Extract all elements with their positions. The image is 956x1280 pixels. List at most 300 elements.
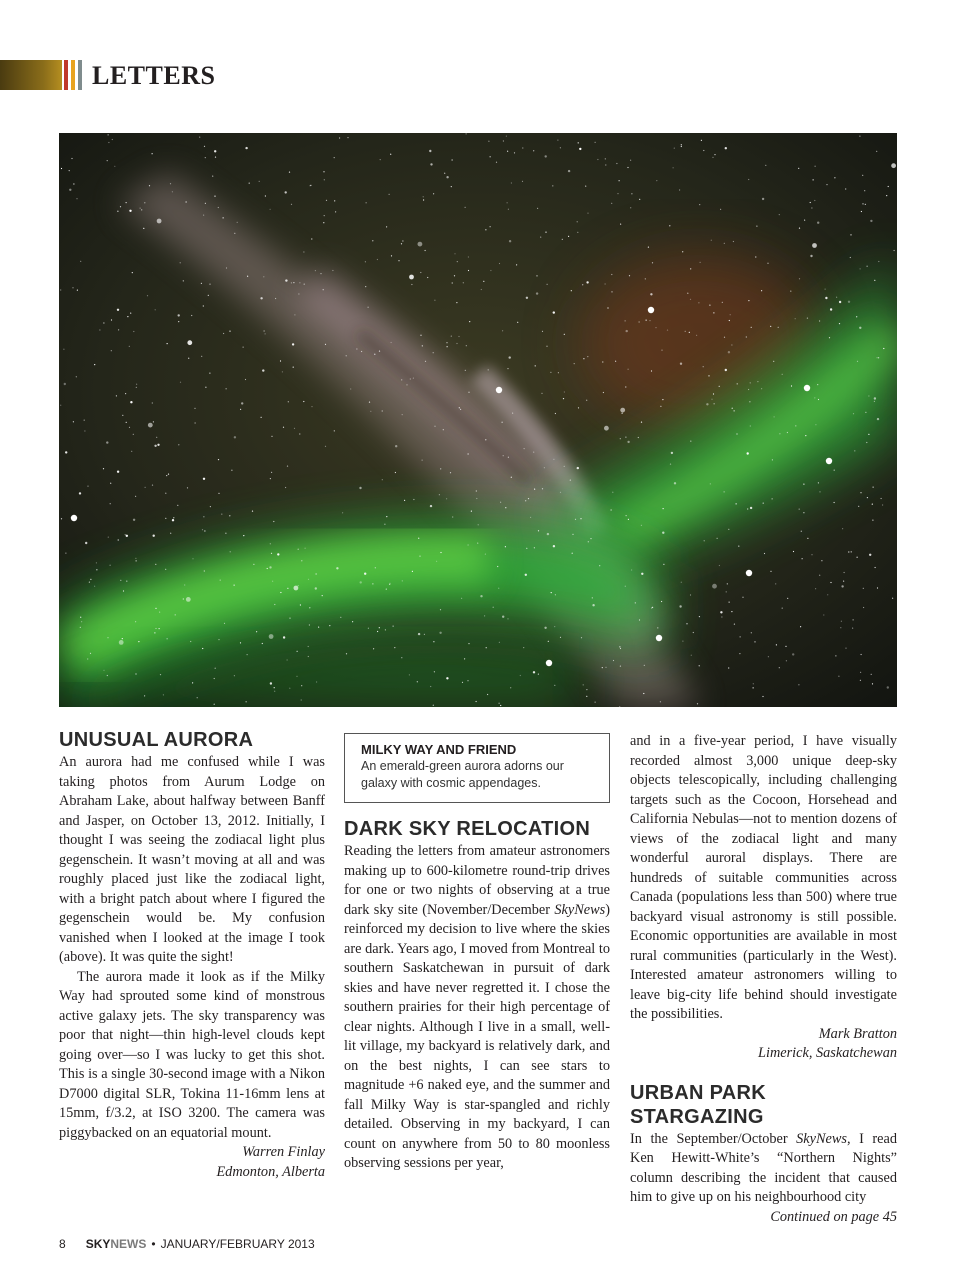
star-dot: [786, 660, 787, 661]
star-dot: [650, 293, 652, 295]
star-dot: [155, 564, 156, 565]
star-dot: [878, 261, 879, 262]
star-dot: [574, 363, 575, 364]
star-dot: [226, 388, 227, 389]
star-dot: [439, 494, 440, 495]
magazine-brand-sky: SKY: [85, 1237, 111, 1251]
star-dot: [107, 637, 108, 638]
star-dot: [404, 500, 405, 501]
star-dot: [818, 399, 819, 400]
star-dot: [214, 704, 215, 705]
star-dot: [287, 466, 288, 467]
star-dot: [208, 295, 209, 296]
star-dot: [728, 667, 729, 668]
star-dot: [625, 320, 626, 321]
star-dot: [616, 163, 617, 164]
star-dot: [422, 345, 423, 346]
star-dot: [643, 693, 644, 694]
star-dot: [298, 585, 299, 586]
star-dot: [289, 618, 290, 619]
star-dot: [446, 176, 448, 178]
star-dot: [868, 434, 869, 435]
star-dot: [625, 586, 626, 587]
star-dot: [498, 588, 499, 589]
star-dot: [462, 682, 463, 683]
star-dot: [557, 140, 558, 141]
star-dot: [218, 639, 219, 640]
star-dot: [700, 262, 701, 263]
star-dot: [401, 243, 402, 244]
star-dot: [548, 641, 549, 642]
star-dot: [401, 657, 402, 658]
star-dot: [732, 408, 733, 409]
star-dot: [87, 658, 88, 659]
star-dot: [485, 439, 486, 440]
star-dot: [490, 226, 491, 227]
star-dot: [132, 272, 133, 273]
star-dot: [379, 351, 380, 352]
star-dot: [446, 677, 448, 679]
star-dot: [386, 226, 387, 227]
star-dot: [280, 592, 281, 593]
star-dot: [477, 543, 478, 544]
star-dot: [603, 392, 604, 393]
star-dot: [476, 701, 477, 702]
star-dot: [424, 634, 425, 635]
star-dot: [192, 558, 193, 559]
star-dot: [398, 260, 399, 261]
star-dot: [795, 425, 796, 426]
star-dot: [679, 605, 681, 607]
star-dot: [140, 208, 141, 209]
star-dot: [826, 184, 827, 185]
star-dot: [888, 186, 889, 187]
star-dot: [625, 386, 626, 387]
star-dot: [311, 406, 312, 407]
star-dot: [237, 222, 238, 223]
star-dot: [787, 432, 788, 433]
star-dot: [546, 346, 547, 347]
star-dot: [305, 548, 306, 549]
star-dot: [159, 628, 160, 629]
star-dot: [108, 142, 109, 143]
star-dot: [178, 444, 179, 445]
star-dot: [119, 640, 124, 645]
star-dot: [346, 355, 347, 356]
star-dot: [651, 370, 652, 371]
star-dot: [690, 441, 691, 442]
star-dot: [294, 586, 299, 591]
star-dot: [464, 658, 465, 659]
star-dot: [368, 307, 369, 308]
star-dot: [359, 487, 361, 489]
star-dot: [627, 441, 629, 443]
star-dot: [851, 551, 852, 552]
star-dot: [782, 374, 783, 375]
star-dot: [195, 422, 196, 423]
letter-3-paragraph-1: In the September/October SkyNews, I read Ken Hewitt-White’s “Northern Nights” column describing the incident that caused him to give up on his neighbourhood city: [630, 1130, 897, 1205]
star-dot: [385, 629, 386, 630]
star-dot: [253, 564, 254, 565]
star-dot: [205, 387, 206, 388]
star-dot: [821, 560, 822, 561]
star-dot: [165, 518, 166, 519]
star-dot: [862, 175, 863, 176]
star-dot: [825, 297, 827, 299]
star-dot: [439, 632, 441, 634]
star-dot: [639, 321, 640, 322]
star-dot: [514, 152, 515, 153]
star-dot: [729, 320, 730, 321]
star-dot: [697, 703, 698, 704]
star-dot: [168, 474, 169, 475]
star-dot: [180, 262, 181, 263]
star-dot: [687, 293, 688, 294]
star-dot: [226, 267, 227, 268]
star-dot: [320, 273, 321, 274]
star-dot: [696, 335, 697, 336]
star-dot: [859, 327, 861, 329]
star-dot: [218, 493, 219, 494]
star-dot: [136, 560, 137, 561]
star-dot: [234, 233, 235, 234]
star-dot: [657, 627, 658, 628]
star-dot: [240, 409, 241, 410]
star-dot: [775, 583, 776, 584]
star-dot: [564, 391, 565, 392]
star-dot: [726, 591, 727, 592]
star-dot: [183, 598, 184, 599]
star-dot: [572, 553, 573, 554]
star-dot: [277, 553, 279, 555]
star-dot: [881, 498, 882, 499]
star-dot: [85, 542, 87, 544]
star-dot: [389, 194, 390, 195]
star-dot: [420, 335, 421, 336]
star-dot: [135, 621, 136, 622]
star-dot: [811, 554, 812, 555]
star-dot: [811, 207, 812, 208]
star-dot: [90, 653, 91, 654]
star-dot: [229, 331, 230, 332]
star-dot: [856, 316, 857, 317]
star-dot: [748, 300, 749, 301]
header-stripes-icon: [62, 60, 84, 90]
star-dot: [661, 601, 662, 602]
star-dot: [649, 320, 650, 321]
star-dot: [545, 155, 547, 157]
star-dot: [413, 499, 414, 500]
star-dot: [218, 207, 219, 208]
star-dot: [626, 515, 627, 516]
star-dot: [412, 571, 413, 572]
star-dot: [533, 452, 534, 453]
star-dot: [485, 229, 486, 230]
star-dot: [793, 551, 794, 552]
star-dot: [273, 521, 274, 522]
star-dot: [750, 507, 752, 509]
star-dot: [815, 588, 816, 589]
star-dot: [173, 517, 174, 518]
star-dot: [450, 472, 451, 473]
star-dot: [823, 614, 824, 615]
star-dot: [682, 251, 683, 252]
star-dot: [620, 666, 621, 667]
star-dot: [434, 426, 435, 427]
star-dot: [71, 158, 72, 159]
star-dot: [770, 326, 771, 327]
star-dot: [120, 206, 121, 207]
star-dot: [329, 625, 330, 626]
star-dot: [522, 147, 523, 148]
star-dot: [170, 533, 171, 534]
star-dot: [628, 369, 629, 370]
star-dot: [202, 648, 203, 649]
section-header: [0, 60, 400, 90]
star-dot: [360, 581, 362, 583]
star-dot: [324, 215, 325, 216]
star-dot: [221, 514, 222, 515]
star-dot: [817, 384, 818, 385]
star-dot: [451, 186, 452, 187]
letter-1-paragraph-2: The aurora made it look as if the Milky Way had sprouted some kind of monstrous active galaxy jets. The sky transparency was poor that night—thin high-level clouds kept going over—so I was lucky to get this shot. This is a single 30-second image with a Nikon D7000 digital SLR, Tokina 11-16mm lens at 15mm, f/3.2, at ISO 3200. The camera was piggybacked on an equatorial mount.: [59, 968, 325, 1141]
star-dot: [801, 531, 802, 532]
star-dot: [742, 597, 743, 598]
star-dot: [167, 638, 168, 639]
star-dot: [762, 198, 764, 200]
star-dot: [433, 641, 434, 642]
star-dot: [730, 314, 731, 315]
star-dot: [803, 512, 804, 513]
star-dot: [457, 261, 458, 262]
star-dot: [761, 290, 762, 291]
star-dot: [202, 529, 203, 530]
star-dot: [369, 402, 370, 403]
star-dot: [894, 250, 895, 251]
star-dot: [526, 297, 528, 299]
star-dot: [364, 573, 366, 575]
star-dot: [756, 226, 757, 227]
star-dot: [620, 438, 621, 439]
star-dot: [689, 332, 690, 333]
star-dot: [553, 545, 555, 547]
star-dot: [620, 224, 621, 225]
caption-title: MILKY WAY AND FRIEND: [361, 742, 517, 757]
star-dot: [714, 154, 715, 155]
star-dot: [203, 478, 205, 480]
star-dot: [186, 597, 191, 602]
star-dot: [292, 343, 294, 345]
star-dot: [835, 655, 836, 656]
column-3: [630, 732, 897, 1227]
star-dot: [733, 241, 734, 242]
star-dot: [96, 569, 97, 570]
star-dot: [315, 587, 317, 589]
star-dot: [698, 302, 699, 303]
star-dot: [265, 195, 266, 196]
star-dot: [522, 181, 523, 182]
star-dot: [170, 183, 171, 184]
star-dot: [310, 185, 311, 186]
star-dot: [834, 470, 835, 471]
star-dot: [564, 466, 565, 467]
star-dot: [454, 253, 455, 254]
star-dot: [852, 628, 853, 629]
star-dot: [144, 202, 145, 203]
star-dot: [680, 363, 682, 365]
star-dot: [434, 300, 435, 301]
star-dot: [126, 581, 127, 582]
star-dot: [773, 361, 774, 362]
star-dot: [834, 502, 835, 503]
aurora-milky-way-photo: [59, 133, 897, 707]
star-dot: [810, 255, 812, 257]
star-dot: [660, 701, 661, 702]
star-dot: [155, 608, 156, 609]
star-dot: [274, 604, 275, 605]
star-dot: [301, 699, 302, 700]
star-dot: [293, 282, 294, 283]
star-dot: [133, 331, 134, 332]
star-dot: [108, 134, 109, 135]
star-dot: [867, 266, 868, 267]
star-dot: [165, 493, 166, 494]
star-dot: [585, 186, 586, 187]
star-dot: [581, 637, 582, 638]
star-dot: [499, 642, 500, 643]
star-dot: [485, 554, 486, 555]
bright-star: [648, 307, 654, 313]
star-dot: [560, 492, 561, 493]
star-dot: [296, 676, 297, 677]
star-dot: [631, 193, 632, 194]
star-dot: [382, 410, 383, 411]
star-dot: [562, 239, 563, 240]
star-dot: [427, 277, 428, 278]
star-dot: [613, 660, 614, 661]
star-dot: [538, 674, 539, 675]
bright-star: [804, 385, 810, 391]
star-dot: [863, 588, 864, 589]
star-dot: [365, 261, 366, 262]
section-title: LETTERS: [92, 61, 216, 90]
star-dot: [90, 579, 91, 580]
star-dot: [79, 492, 81, 494]
star-dot: [790, 291, 791, 292]
star-dot: [422, 460, 423, 461]
star-dot: [440, 468, 441, 469]
star-dot: [451, 336, 452, 337]
star-dot: [186, 201, 187, 202]
star-dot: [158, 444, 159, 445]
star-dot: [800, 626, 801, 627]
star-dot: [575, 519, 576, 520]
star-dot: [80, 627, 81, 628]
star-dot: [352, 621, 353, 622]
star-dot: [144, 695, 145, 696]
star-dot: [468, 453, 469, 454]
star-dot: [500, 502, 501, 503]
star-dot: [534, 489, 535, 490]
star-dot: [638, 437, 639, 438]
star-dot: [859, 136, 860, 137]
star-dot: [818, 482, 819, 483]
star-dot: [892, 598, 893, 599]
star-dot: [283, 636, 285, 638]
star-dot: [751, 632, 752, 633]
star-dot: [103, 670, 104, 671]
star-dot: [605, 158, 606, 159]
star-dot: [110, 565, 111, 566]
star-dot: [671, 452, 673, 454]
star-dot: [661, 350, 662, 351]
footer-bullet: •: [151, 1237, 156, 1251]
star-dot: [620, 408, 625, 413]
star-dot: [323, 289, 324, 290]
star-dot: [728, 529, 729, 530]
star-dot: [61, 518, 62, 519]
star-dot: [130, 313, 131, 314]
star-dot: [326, 200, 327, 201]
star-dot: [417, 681, 418, 682]
star-dot: [466, 345, 467, 346]
star-dot: [316, 573, 317, 574]
star-dot: [507, 618, 508, 619]
star-dot: [380, 159, 381, 160]
star-dot: [673, 167, 674, 168]
star-dot: [799, 278, 800, 279]
star-dot: [720, 611, 722, 613]
star-dot: [669, 225, 670, 226]
star-dot: [586, 696, 587, 697]
star-dot: [681, 144, 682, 145]
star-dot: [270, 478, 271, 479]
star-dot: [582, 284, 583, 285]
star-dot: [271, 553, 272, 554]
star-dot: [393, 626, 394, 627]
star-dot: [384, 524, 385, 525]
star-dot: [299, 282, 300, 283]
star-dot: [631, 569, 632, 570]
star-dot: [420, 272, 421, 273]
star-dot: [461, 598, 462, 599]
star-dot: [165, 569, 166, 570]
star-dot: [270, 209, 271, 210]
star-dot: [476, 498, 477, 499]
letter-2-signature-name: Mark Bratton: [818, 1025, 897, 1042]
star-dot: [690, 594, 691, 595]
star-dot: [845, 188, 846, 189]
star-dot: [508, 457, 509, 458]
star-dot: [580, 518, 581, 519]
star-dot: [172, 191, 173, 192]
star-dot: [103, 322, 104, 323]
star-dot: [595, 702, 596, 703]
star-dot: [713, 312, 714, 313]
star-dot: [152, 485, 153, 486]
star-dot: [289, 172, 290, 173]
star-dot: [577, 221, 578, 222]
star-dot: [838, 676, 839, 677]
star-dot: [737, 383, 738, 384]
star-dot: [60, 289, 61, 290]
star-dot: [471, 511, 472, 512]
star-dot: [871, 674, 872, 675]
star-dot: [876, 151, 877, 152]
star-dot: [719, 565, 720, 566]
star-dot: [721, 616, 722, 617]
star-dot: [112, 139, 113, 140]
